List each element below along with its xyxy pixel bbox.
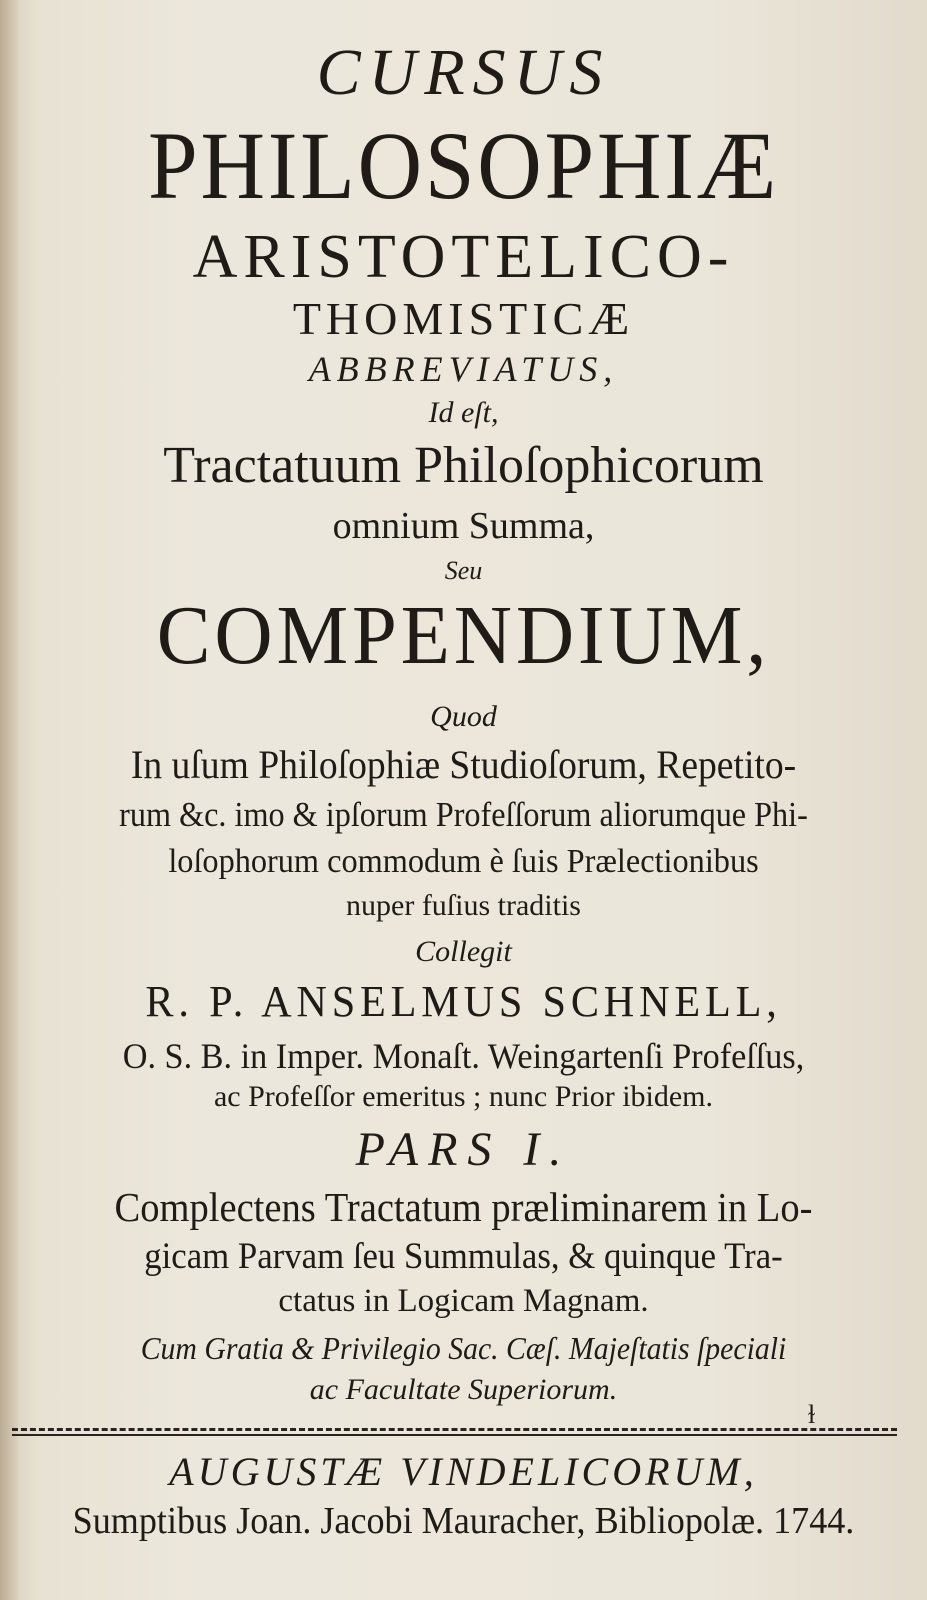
collegit: Collegit — [415, 935, 512, 968]
id-est: Id eſt, — [428, 396, 499, 429]
contents-line-1: Complectens Tractatum præliminarem in Lo- — [114, 1184, 813, 1230]
seu: Seu — [444, 556, 483, 585]
compendium: COMPENDIUM, — [156, 589, 771, 682]
title-philosophiae: PHILOSOPHIÆ — [148, 112, 779, 219]
imprint-city: AUGUSTÆ VINDELICORUM, — [169, 1449, 758, 1494]
divider-dashed — [12, 1428, 897, 1431]
body-line-2: rum &c. imo & ipſorum Profeſſorum aliorumque Phi- — [119, 795, 808, 834]
author-name: R. P. ANSELMUS SCHNELL, — [145, 977, 782, 1026]
body-line-4: nuper fuſius traditis — [346, 889, 581, 922]
divider-solid — [12, 1434, 897, 1436]
title-abbreviatus: ABBREVIATUS, — [308, 349, 619, 389]
contents-line-3: ctatus in Logicam Magnam. — [278, 1283, 649, 1319]
imprint-publisher: Sumptibus Joan. Jacobi Mauracher, Bibliopolæ. 1744. — [72, 1500, 855, 1542]
quod: Quod — [430, 700, 497, 733]
author-title: ac Profeſſor emeritus ; nunc Prior ibidem. — [213, 1080, 714, 1113]
omnium-summa: omnium Summa, — [332, 505, 595, 547]
body-line-3: loſophorum commodum è ſuis Prælectionibus — [168, 843, 759, 880]
author-affiliation: O. S. B. in Imper. Monaſt. Weingartenſi Profeſſus, — [122, 1036, 805, 1076]
pars-i: PARS I. — [355, 1123, 572, 1176]
title-thomisticae: THOMISTICÆ — [292, 293, 635, 344]
privilege-line-1: Cum Gratia & Privilegio Sac. Cæſ. Majeſtatis ſpeciali — [140, 1330, 787, 1366]
title-aristotelico: ARISTOTELICO- — [192, 223, 735, 291]
tractatuum-philosophicorum: Tractatuum Philoſophicorum — [163, 437, 764, 494]
title-cursus: CURSUS — [316, 36, 611, 109]
privilege-line-2: ac Facultate Superiorum. — [309, 1373, 618, 1406]
ink-mark-icon: ɫ — [808, 1400, 816, 1429]
contents-line-2: gicam Parvam ſeu Summulas, & quinque Tra- — [144, 1236, 783, 1277]
body-line-1: In uſum Philoſophiæ Studioſorum, Repetito- — [130, 742, 797, 787]
